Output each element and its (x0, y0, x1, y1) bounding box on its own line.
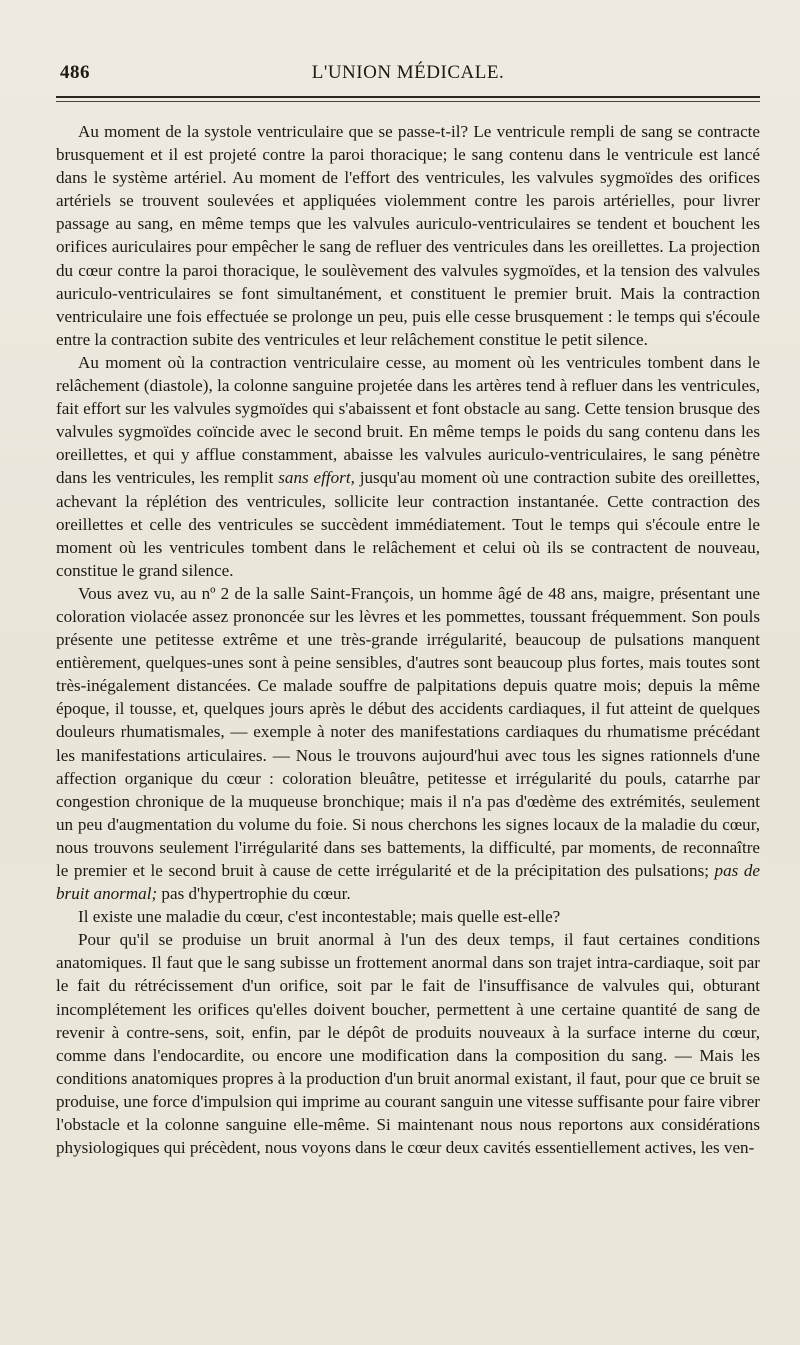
paragraph-1 (56, 120, 760, 351)
header-rule (56, 96, 760, 98)
header-rule-thin (56, 101, 760, 102)
running-header (56, 58, 760, 90)
paragraph-text: Vous avez vu, au nº 2 de la salle Saint-François, un homme âgé de 48 ans, maigre, présentant une coloration violacée assez prononcée sur les lèvres et les pommettes, toussant fréquemment. Son pouls présente une petitesse extrême et une très-grande irrégularité, beaucoup de pulsations manquent entièrement, quelques-unes sont à peine sensibles, d'autres sont beaucoup plus fortes, mais toutes sont très-inégalement distancées. Ce malade souffre de palpitations depuis quatre mois; depuis la même époque, il tousse, et, quelques jours après le début des accidents cardiaques, il fut atteint de quelques douleurs rhumatismales, — exemple à noter des manifestations cardiaques du rhumatisme précédant les manifestations articulaires. — Nous le trouvons aujourd'hui avec tous les signes rationnels d'une affection organique du cœur : coloration bleuâtre, petitesse et irrégularité du pouls, catarrhe par congestion chronique de la muqueuse bronchique; mais il n'a pas d'œdème des extrémités, seulement un peu d'augmentation du volume du foie. Si nous cherchons les signes locaux de la maladie du cœur, nous trouvons seulement l'irrégularité dans ses battements, la difficulté, par moments, de reconnaître le premier et le second bruit à cause de cette irrégularité et de la précipitation des pulsations; (56, 583, 760, 880)
journal-title: L'UNION MÉDICALE. (311, 62, 505, 83)
italic-phrase: pas de bruit anormal; (56, 861, 760, 904)
italic-phrase: sans effort, (278, 468, 355, 488)
paragraph-text: Il existe une maladie du cœur, c'est incontestable; mais quelle est-elle? (78, 907, 561, 927)
paragraph-text: Pour qu'il se produise un bruit anormal à l'un des deux temps, il faut certaines conditions anatomiques. Il faut que le sang subisse un frottement anormal dans son trajet intra-cardiaque, soit par le fait du rétrécissement d'un orifice, soit par le fait de l'insuffisance de valvules qui, obturant incomplétement les orifices qu'elles doivent boucher, permettent à une certaine quantité de sang de revenir à contre-sens, soit, enfin, par le dépôt de produits nouveaux à la surface interne du cœur, comme dans l'endocardite, ou encore une modification dans la composition du sang. — Mais les conditions anatomiques propres à la production d'un bruit anormal existant, il faut, pour que ce bruit se produise, une force d'impulsion qui imprime au courant sanguin une vitesse suffisante pour faire vibrer l'obstacle et la colonne sanguine elle-même. Si maintenant nous nous reportons aux considérations physiologiques qui précèdent, nous voyons dans le cœur deux cavités essentiellement actives, les ven- (56, 930, 760, 1158)
paragraph-text: Au moment de la systole ventriculaire que se passe-t-il? Le ventricule rempli de sang se contracte brusquement et il est projeté contre la paroi thoracique; le sang contenu dans le ventricule est lancé dans le système artériel. Au moment de l'effort des ventricules, les valvules sygmoïdes des orifices artériels se trouvent soulevées et appliquées violemment contre les parois artérielles, pour livrer passage au sang, en même temps que les valvules auriculo-ventriculaires se tendent et bouchent les orifices auriculaires pour empêcher le sang de refluer des ventricules dans les oreillettes. La projection du cœur contre la paroi thoracique, le soulèvement des valvules sygmoïdes, et la tension des valvules auriculo-ventriculaires se font simultanément, et constituent le premier bruit. Mais la contraction ventriculaire une fois effectuée se prolonge un peu, puis elle cesse brusquement : le temps qui s'écoule entre la contraction subite des ventricules et leur relâchement constitue le petit silence. (56, 122, 760, 349)
paragraph-5 (56, 928, 760, 1159)
page-number: 486 (60, 62, 90, 83)
paragraph-2 (56, 351, 760, 582)
paragraph-3 (56, 582, 760, 905)
paragraph-text: Au moment où la contraction ventriculaire cesse, au moment où les ventricules tombent dans le relâchement (diastole), la colonne sanguine projetée dans les artères tend à refluer dans les ventricules, fait effort sur les valvules sygmoïdes qui s'abaissent et font obstacle au sang. Cette tension brusque des valvules sygmoïdes coïncide avec le second bruit. En même temps le poids du sang contenu dans les oreillettes, et qui y afflue constamment, abaisse les valvules auriculo-ventriculaires, le sang pénètre dans les ventricules, les remplit (56, 352, 760, 488)
paragraph-4 (56, 905, 760, 928)
paragraph-text: pas d'hypertrophie du cœur. (157, 884, 351, 904)
article-body (56, 120, 760, 1159)
paragraph-text: jusqu'au moment où une contraction subite des oreillettes, achevant la réplétion des ventricules, sollicite leur contraction instantanée. Cette contraction des oreillettes et celle des ventricules se succèdent immédiatement. Tout le temps qui s'écoule entre le moment où les ventricules tombent dans le relâchement et celui où ils se contractent de nouveau, constitue le grand silence. (56, 468, 761, 580)
